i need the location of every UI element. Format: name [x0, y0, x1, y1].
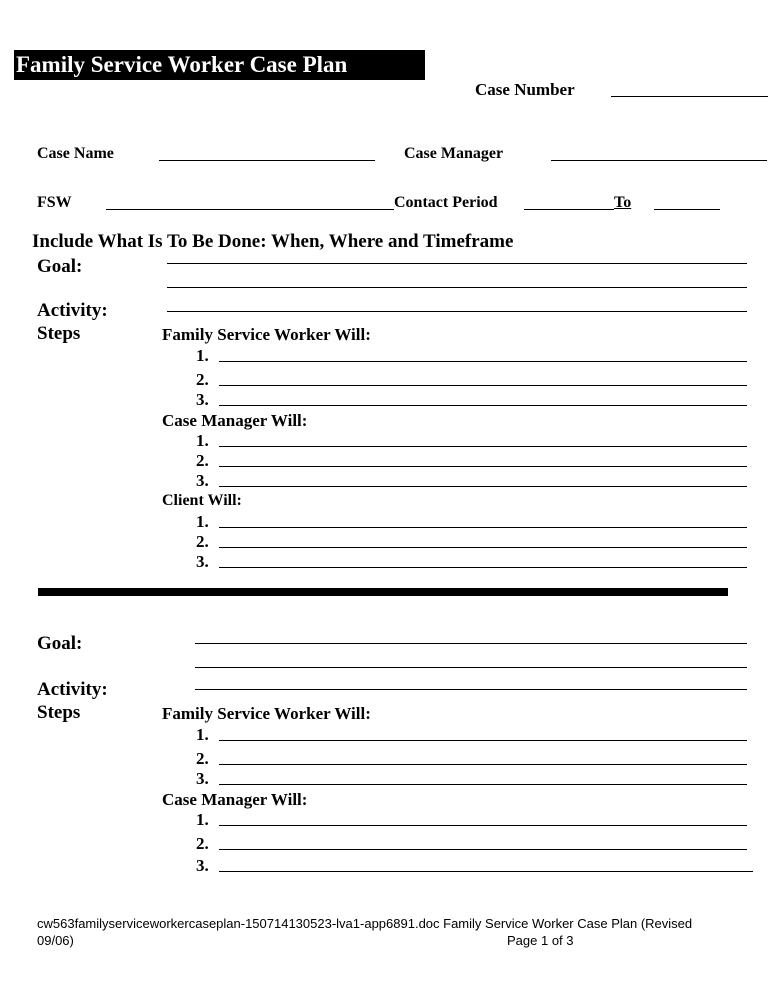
step-line[interactable] — [219, 361, 747, 362]
page-title: Family Service Worker Case Plan — [14, 50, 425, 80]
goal-line[interactable] — [167, 287, 747, 288]
step-number: 3. — [196, 856, 209, 875]
case-number-label: Case Number — [475, 80, 575, 99]
instructions-heading: Include What Is To Be Done: When, Where and Timeframe — [32, 231, 514, 252]
step-number: 2. — [196, 834, 209, 853]
client-will-heading: Client Will: — [162, 492, 242, 509]
step-line[interactable] — [219, 871, 753, 872]
activity-line[interactable] — [195, 689, 747, 690]
cm-will-heading: Case Manager Will: — [162, 411, 308, 430]
step-line[interactable] — [219, 466, 747, 467]
step-line[interactable] — [219, 527, 747, 528]
case-manager-label: Case Manager — [404, 145, 504, 162]
step-number: 1. — [196, 431, 209, 450]
step-number: 3. — [196, 390, 209, 409]
step-line[interactable] — [219, 547, 747, 548]
step-number: 3. — [196, 769, 209, 788]
case-name-label: Case Name — [37, 145, 114, 162]
step-number: 2. — [196, 532, 209, 551]
fsw-will-heading: Family Service Worker Will: — [162, 704, 371, 723]
footer-revision: 09/06) — [37, 933, 74, 948]
step-number: 3. — [196, 471, 209, 490]
fsw-label: FSW — [37, 194, 72, 211]
to-label: To — [614, 194, 632, 211]
case-number-field[interactable] — [611, 96, 768, 97]
step-line[interactable] — [219, 764, 747, 765]
activity-label: Activity: — [37, 679, 108, 700]
step-number: 1. — [196, 810, 209, 829]
step-number: 3. — [196, 552, 209, 571]
step-number: 1. — [196, 725, 209, 744]
step-line[interactable] — [219, 849, 747, 850]
activity-line[interactable] — [167, 311, 747, 312]
step-number: 2. — [196, 370, 209, 389]
contact-period-start-field[interactable] — [524, 209, 614, 210]
step-line[interactable] — [219, 486, 747, 487]
activity-label: Activity: — [37, 300, 108, 321]
step-line[interactable] — [219, 385, 747, 386]
contact-period-end-field[interactable] — [654, 209, 720, 210]
step-line[interactable] — [219, 446, 747, 447]
contact-period-label: Contact Period — [394, 194, 498, 211]
step-line[interactable] — [219, 567, 747, 568]
fsw-field[interactable] — [106, 209, 394, 210]
goal-label: Goal: — [37, 633, 83, 654]
goal-line[interactable] — [195, 667, 747, 668]
fsw-will-heading: Family Service Worker Will: — [162, 325, 371, 344]
step-number: 1. — [196, 512, 209, 531]
step-line[interactable] — [219, 405, 747, 406]
step-line[interactable] — [219, 740, 747, 741]
section-divider — [38, 588, 728, 596]
step-line[interactable] — [219, 825, 747, 826]
cm-will-heading: Case Manager Will: — [162, 790, 308, 809]
goal-label: Goal: — [37, 256, 83, 277]
goal-line[interactable] — [167, 263, 747, 264]
step-line[interactable] — [219, 784, 747, 785]
case-manager-field[interactable] — [551, 160, 767, 161]
footer-page-number: Page 1 of 3 — [507, 933, 574, 948]
step-number: 1. — [196, 346, 209, 365]
goal-line[interactable] — [195, 643, 747, 644]
step-number: 2. — [196, 451, 209, 470]
steps-label: Steps — [37, 702, 81, 723]
step-number: 2. — [196, 749, 209, 768]
steps-label: Steps — [37, 323, 81, 344]
footer-filename: cw563familyserviceworkercaseplan-150714130523-lva1-app6891.doc Family Service Worker Case Plan (Revised — [37, 916, 693, 931]
case-name-field[interactable] — [159, 160, 375, 161]
